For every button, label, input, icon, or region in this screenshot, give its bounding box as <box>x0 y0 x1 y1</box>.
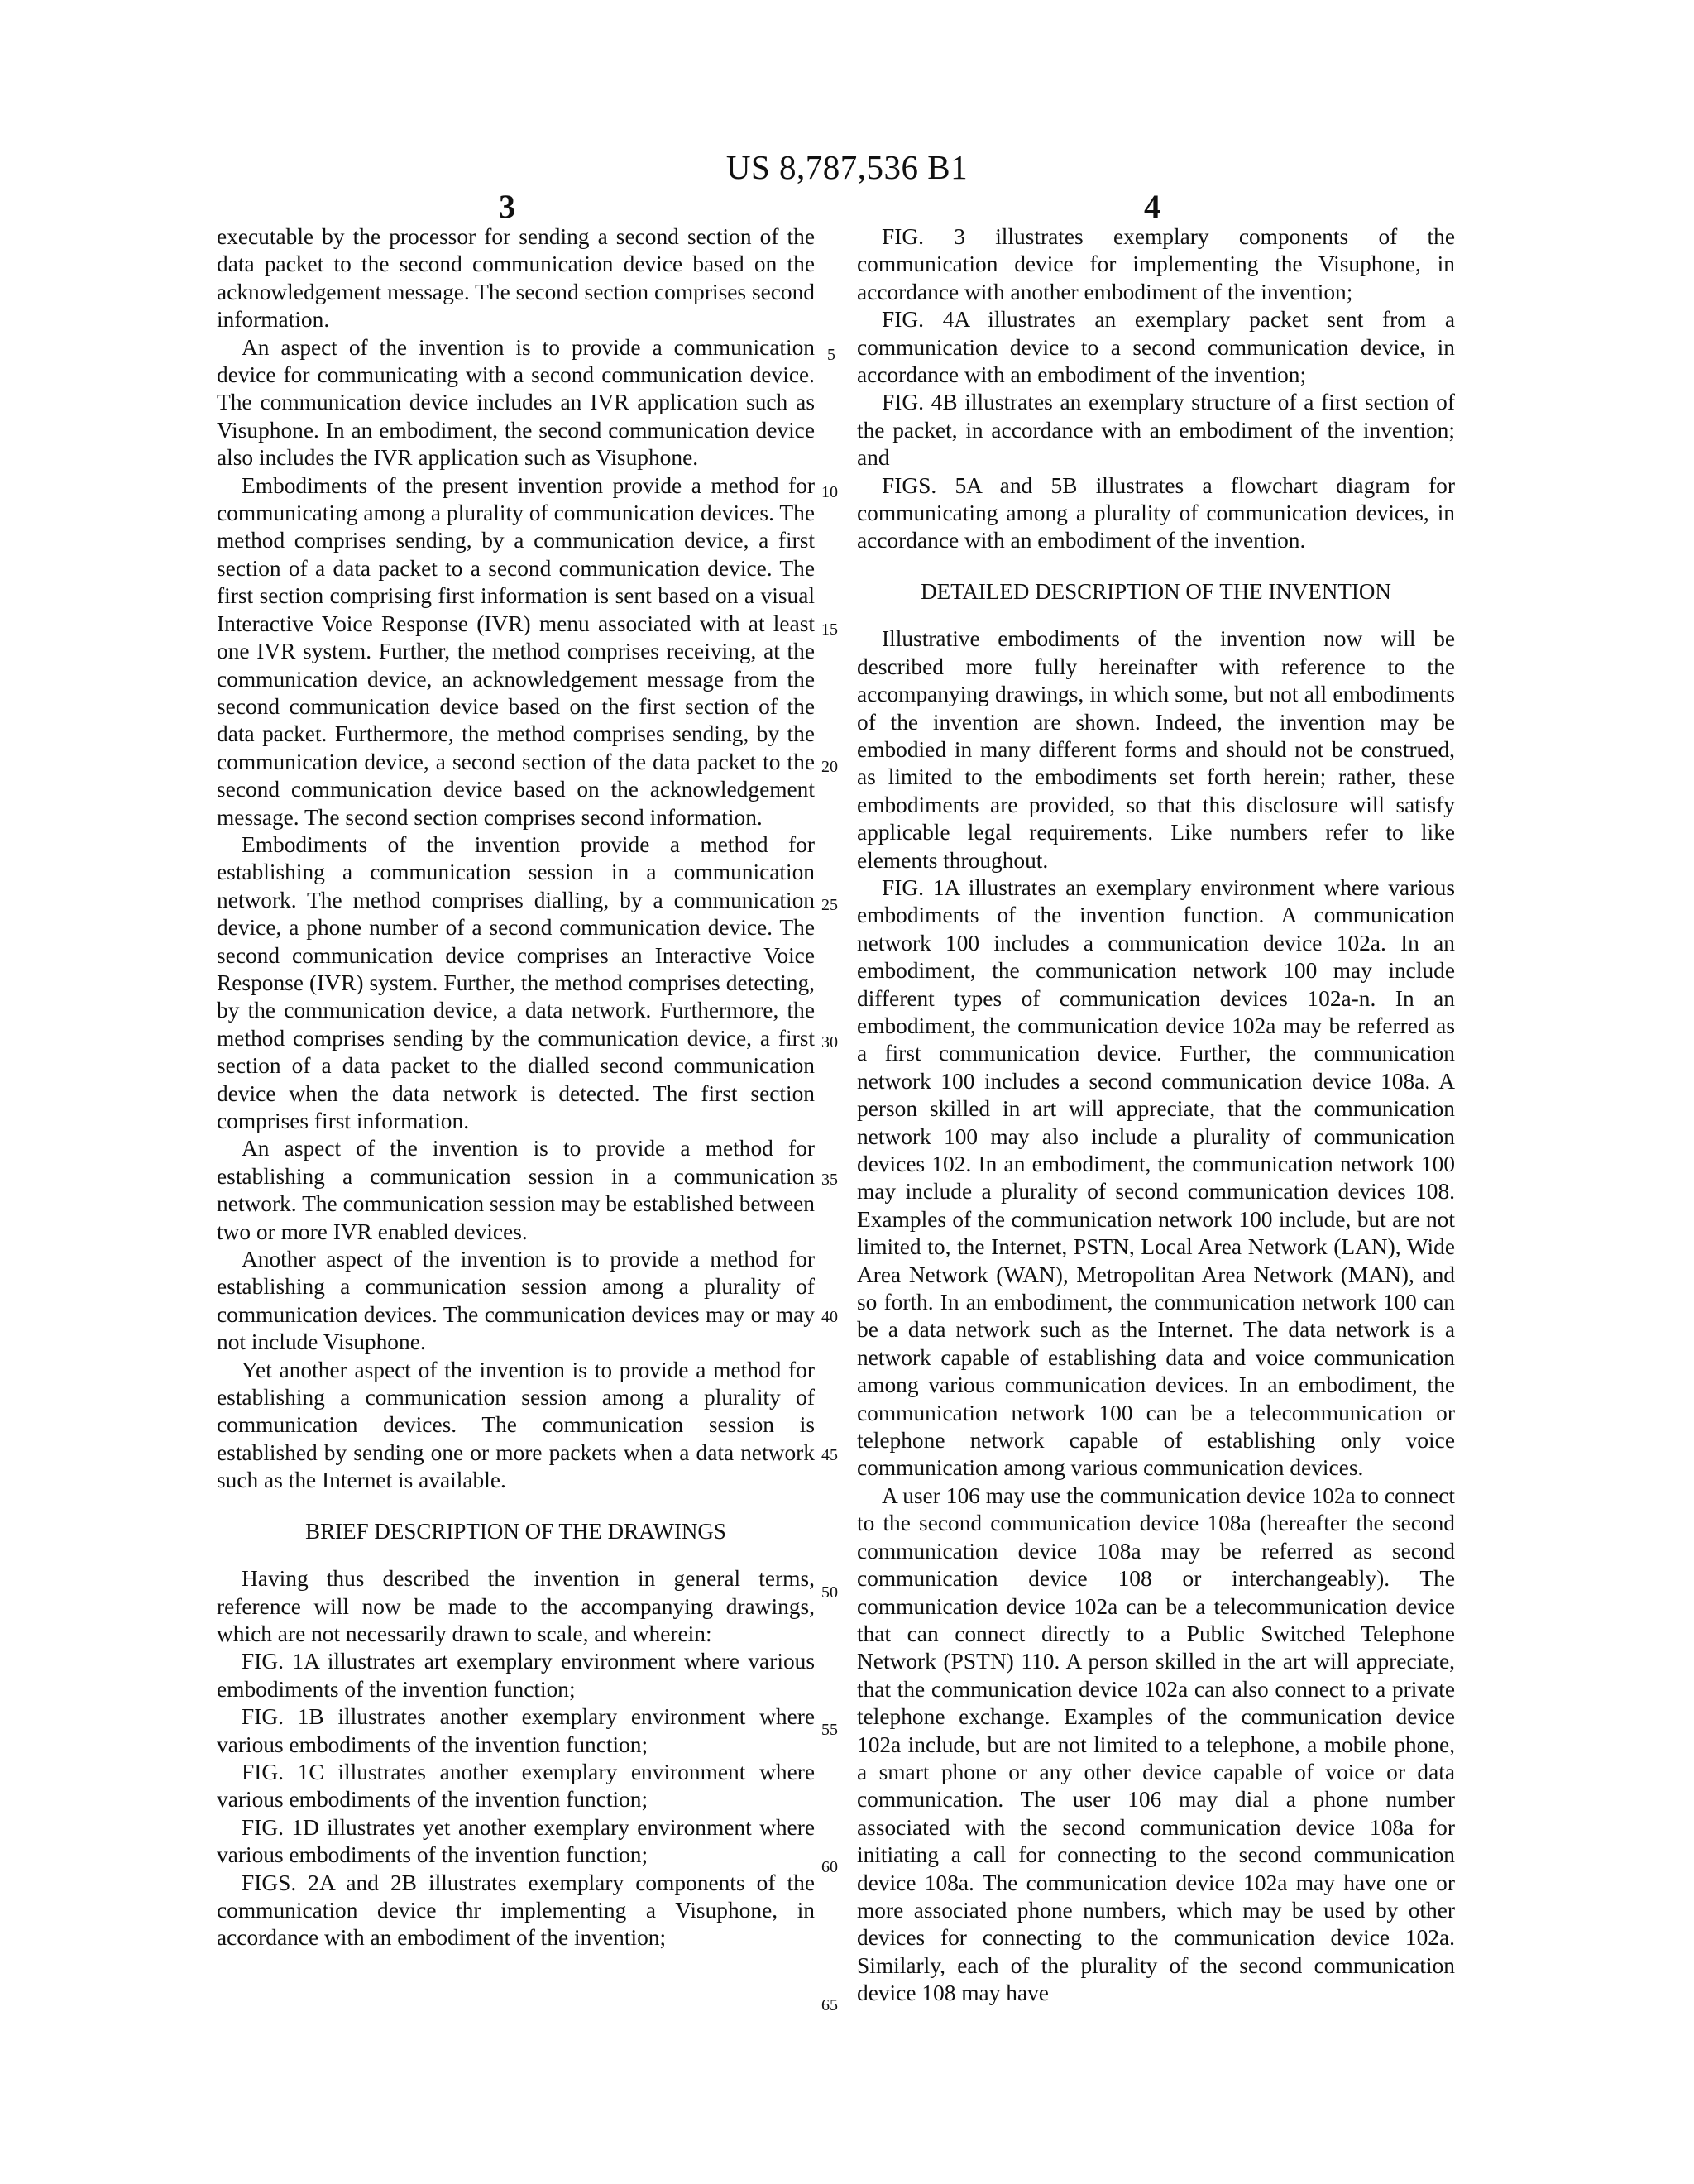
paragraph: An aspect of the invention is to provide a communication device for communicating with a second communication device. The communication device includes an IVR application such as Visuphone. In an embodiment, the second communication device also includes the IVR application such as Visuphone. <box>217 334 815 471</box>
line-number: 25 <box>821 896 838 914</box>
figure-description: FIG. 1B illustrates another exemplary environment where various embodiments of the invention function; <box>217 1704 815 1757</box>
patent-number: US 8,787,536 B1 <box>725 148 969 186</box>
line-number: 40 <box>821 1308 838 1326</box>
line-number: 60 <box>821 1858 838 1876</box>
right-column <box>857 223 1455 2008</box>
line-number: 50 <box>821 1583 838 1602</box>
line-number: 5 <box>827 346 835 364</box>
figure-description: FIG. 3 illustrates exemplary components of the communication device for implementing the Visuphone, in accordance with another embodiment of the invention; <box>857 224 1455 304</box>
figure-description: FIGS. 5A and 5B illustrates a flowchart diagram for communicating among a plurality of communication devices, in accordance with an embodiment of the invention. <box>857 472 1455 553</box>
paragraph: Illustrative embodiments of the invention now will be described more fully hereinafter with reference to the accompanying drawings, in which some, but not all embodiments of the invention are shown. Indeed, the invention may be embodied in many different forms and should not be construed, as limited to the embodiments set forth herein; rather, these embodiments are provided, so that this disclosure will satisfy applicable legal requirements. Like numbers refer to like elements throughout. <box>857 626 1455 873</box>
paragraph: Embodiments of the invention provide a method for establishing a communication session in a communication network. The method comprises dialling, by a communication device, a phone number of a second communication device. The second communication device comprises an Interactive Voice Response (IVR) system. Further, the method comprises detecting, by the communication device, a data network. Furthermore, the method comprises sending by the communication device, a first section of a data packet to the dialled second communication device when the data network is detected. The first section comprises first information. <box>217 831 815 1133</box>
paragraph: FIG. 1A illustrates an exemplary environment where various embodiments of the invention function. A communication network 100 includes a communication device 102a. In an embodiment, the communication network 100 may include different types of communication devices 102a-n. In an embodiment, the communication device 102a may be referred as a first communication device. Further, the communication network 100 includes a second communication device 108a. A person skilled in art will appreciate, that the communication network 100 may also include a plurality of communication devices 102. In an embodiment, the communication network 100 may include a plurality of second communication devices 108. Examples of the communication network 100 include, but are not limited to, the Internet, PSTN, Local Area Network (LAN), Wide Area Network (WAN), Metropolitan Area Network (MAN), and so forth. In an embodiment, the communication network 100 can be a data network such as the Internet. The data network is a network capable of establishing data and voice communication among various communication devices. In an embodiment, the communication network 100 can be a telecommunication or telephone network capable of establishing only voice communication among various communication devices. <box>857 874 1455 1481</box>
paragraph: Embodiments of the present invention provide a method for communicating among a plurality of communication devices. The method comprises sending, by a communication device, a first section of a data packet to a second communication device. The first section comprising first information is sent based on a visual Interactive Voice Response (IVR) menu associated with at least one IVR system. Further, the method comprises receiving, at the communication device, an acknowledgement message from the second communication device based on the first section of the data packet. Furthermore, the method comprises sending, by the communication device, a second section of the data packet to the second communication device based on the acknowledgement message. The second section comprises second information. <box>217 472 815 830</box>
line-number: 65 <box>821 1996 838 2014</box>
paragraph: executable by the processor for sending a second section of the data packet to the second communication device based on the acknowledgement message. The second section comprises second information. <box>217 224 815 333</box>
figure-description: FIG. 4B illustrates an exemplary structure of a first section of the packet, in accordance with an embodiment of the invention; and <box>857 390 1455 471</box>
line-number: 45 <box>821 1446 838 1464</box>
section-heading: DETAILED DESCRIPTION OF THE INVENTION <box>921 578 1391 604</box>
figure-description: FIGS. 2A and 2B illustrates exemplary components of the communication device thr implementing a Visuphone, in accordance with an embodiment of the invention; <box>217 1870 815 1951</box>
paragraph: An aspect of the invention is to provide a method for establishing a communication session in a communication network. The communication session may be established between two or more IVR enabled devices. <box>217 1136 815 1244</box>
line-number: 15 <box>821 620 838 639</box>
line-number: 10 <box>821 483 838 501</box>
left-column <box>217 223 815 1952</box>
line-number: 35 <box>821 1171 838 1189</box>
paragraph: Having thus described the invention in general terms, reference will now be made to the accompanying drawings, which are not necessarily drawn to scale, and wherein: <box>217 1566 815 1646</box>
paragraph: Another aspect of the invention is to provide a method for establishing a communication session among a plurality of communication devices. The communication devices may or may not include Visuphone. <box>217 1247 815 1355</box>
figure-description: FIG. 4A illustrates an exemplary packet sent from a communication device to a second communication device, in accordance with an embodiment of the invention; <box>857 307 1455 388</box>
figure-description: FIG. 1C illustrates another exemplary environment where various embodiments of the invention function; <box>217 1759 815 1813</box>
page-number-left: 3 <box>499 188 515 225</box>
line-number: 20 <box>821 758 838 776</box>
figure-description: FIG. 1A illustrates art exemplary environment where various embodiments of the invention function; <box>217 1649 815 1702</box>
figure-description: FIG. 1D illustrates yet another exemplary environment where various embodiments of the invention function; <box>217 1814 815 1868</box>
line-number: 55 <box>821 1721 838 1739</box>
line-number: 30 <box>821 1033 838 1051</box>
section-heading: BRIEF DESCRIPTION OF THE DRAWINGS <box>305 1518 726 1544</box>
paragraph: Yet another aspect of the invention is to provide a method for establishing a communication session among a plurality of communication devices. The communication session is established by sending one or more packets when a data network such as the Internet is available. <box>217 1357 815 1493</box>
page-number-right: 4 <box>1144 188 1160 225</box>
paragraph: A user 106 may use the communication device 102a to connect to the second communication device 108a (hereafter the second communication device 108a may be referred as second communication device 108 or interchangeably). The communication device 102a can be a telecommunication device that can connect directly to a Public Switched Telephone Network (PSTN) 110. A person skilled in the art will appreciate, that the communication device 102a can also connect to a private telephone exchange. Examples of the communication device 102a include, but are not limited to a telephone, a mobile phone, a smart phone or any other device capable of voice or data communication. The user 106 may dial a phone number associated with the second communication device 108a for initiating a call for connecting to the second communication device 108a. The communication device 102a may have one or more associated phone numbers, which may be used by other devices for connecting to the communication device 102a. Similarly, each of the plurality of the second communication device 108 may have <box>857 1482 1455 2006</box>
